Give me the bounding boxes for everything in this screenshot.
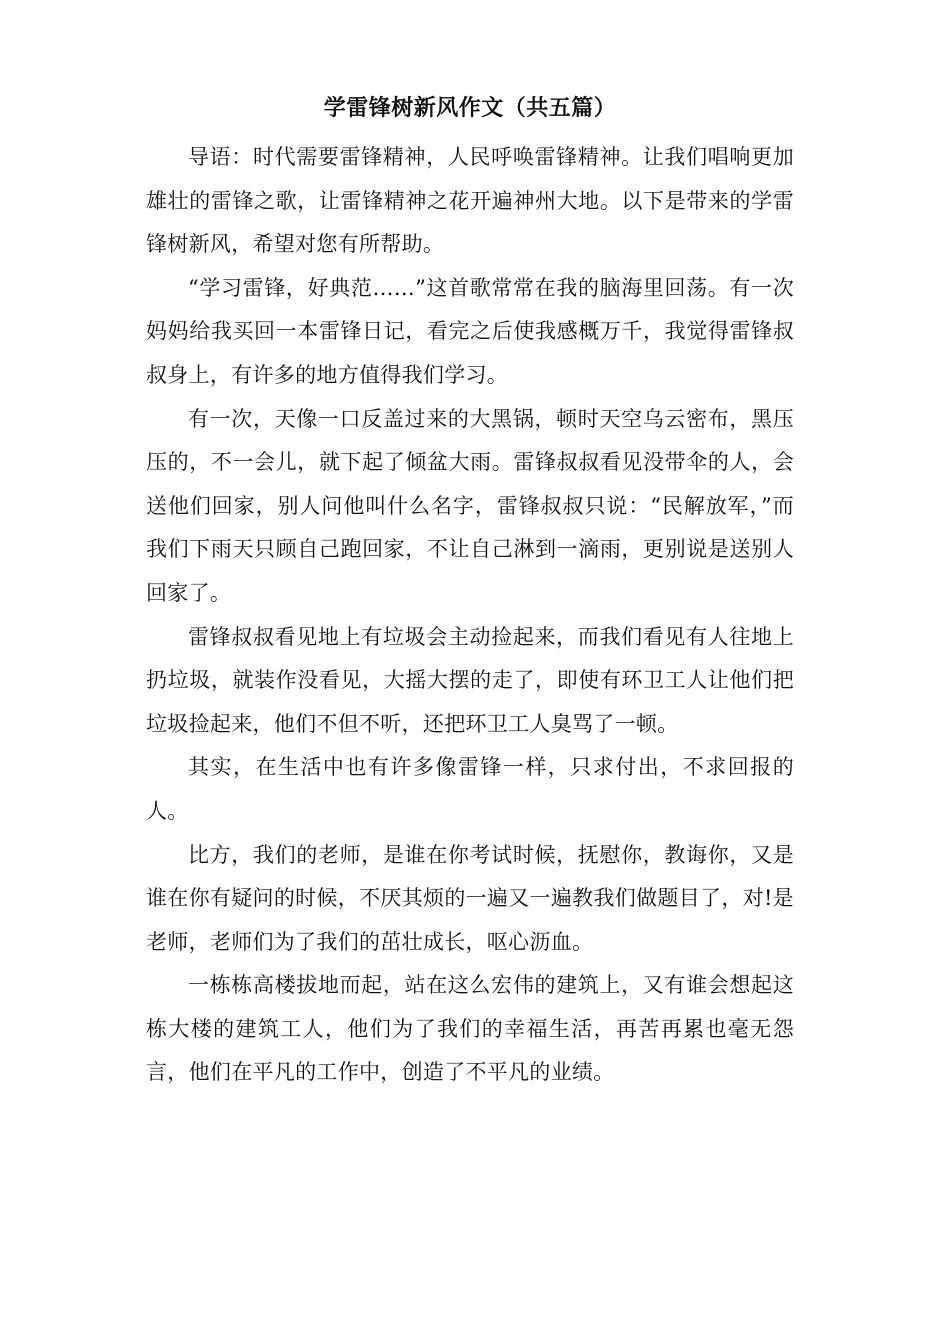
paragraph-everyday-heroes: 其实，在生活中也有许多像雷锋一样，只求付出，不求回报的人。 <box>146 755 794 823</box>
document-body <box>146 86 794 1095</box>
paragraph-song: “学习雷锋，好典范……”这首歌常常在我的脑海里回荡。有一次妈妈给我买回一本雷锋日记，看完之后使我感概万千，我觉得雷锋叔叔身上，有许多的地方值得我们学习。 <box>146 275 794 387</box>
paragraph-builders: 一栋栋高楼拔地而起，站在这么宏伟的建筑上，又有谁会想起这栋大楼的建筑工人，他们为了我们的幸福生活，再苦再累也毫无怨言，他们在平凡的工作中，创造了不平凡的业绩。 <box>146 973 794 1085</box>
paragraph-teachers: 比方，我们的老师，是谁在你考试时候，抚慰你，教诲你，又是谁在你有疑问的时候，不厌其烦的一遍又一遍教我们做题目了，对!是老师，老师们为了我们的茁壮成长，呕心沥血。 <box>146 842 794 954</box>
paragraph-rain: 有一次，天像一口反盖过来的大黑锅，顿时天空乌云密布，黑压压的，不一会儿，就下起了倾盆大雨。雷锋叔叔看见没带伞的人，会送他们回家，别人问他叫什么名字，雷锋叔叔只说：“民解放军，”而我们下雨天只顾自己跑回家，不让自己淋到一滴雨，更别说是送别人回家了。 <box>146 406 794 605</box>
document-title: 学雷锋树新风作文（共五篇） <box>323 95 617 121</box>
paragraph-litter: 雷锋叔叔看见地上有垃圾会主动捡起来，而我们看见有人往地上扔垃圾，就装作没看见，大摇大摆的走了，即使有环卫工人让他们把垃圾捡起来，他们不但不听，还把环卫工人臭骂了一顿。 <box>146 624 794 736</box>
paragraph-intro: 导语：时代需要雷锋精神，人民呼唤雷锋精神。让我们唱响更加雄壮的雷锋之歌，让雷锋精神之花开遍神州大地。以下是带来的学雷锋树新风，希望对您有所帮助。 <box>146 145 794 257</box>
